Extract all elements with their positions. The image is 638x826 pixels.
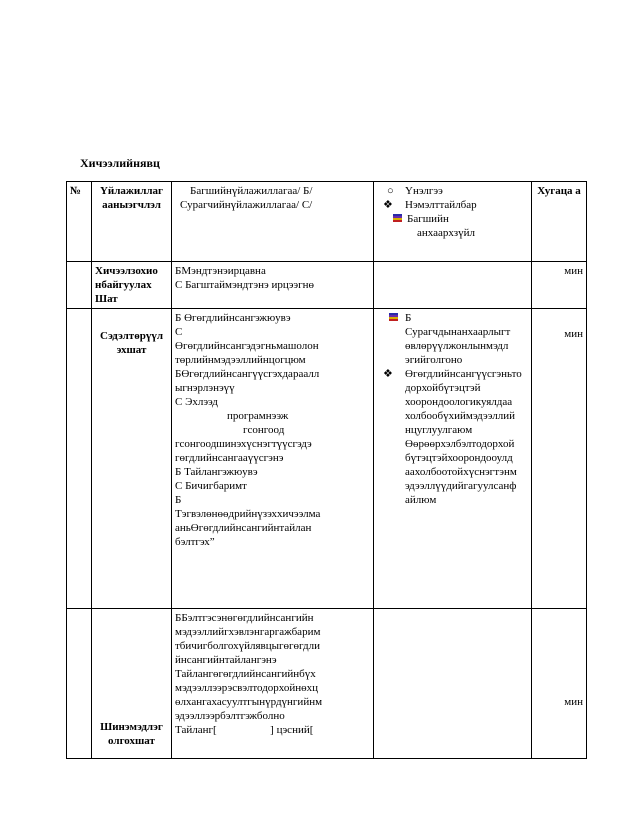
eval-item bbox=[377, 184, 528, 198]
eval-line: айлюм bbox=[405, 494, 437, 506]
eval-item bbox=[377, 311, 528, 367]
teacher-line: Б Тайлангэжюувэ bbox=[175, 466, 258, 478]
teacher-line: БӨгөгдлийнсангүүсгэхдараалл bbox=[175, 368, 320, 380]
teacher-line: гөгдлийнсангааүүсгэнэ bbox=[175, 452, 284, 464]
teacher-line: Б Өгөгдлийнсангэжюувэ bbox=[175, 312, 291, 324]
eval-line: бүтэцтэйхоорондооулд bbox=[405, 452, 513, 464]
eval-line: хоорондоологикуялдаа bbox=[405, 396, 513, 408]
teacher-line: мэдээллээрэсвэлтодорхойнөхц bbox=[175, 682, 319, 694]
row-teacher-actions bbox=[172, 609, 374, 759]
teacher-line: эдээллээрбэлтгэжболно bbox=[175, 710, 285, 722]
eval-line: Сурагчдынанхаарлыгт bbox=[405, 326, 511, 338]
row-num bbox=[67, 262, 92, 309]
teacher-line: Б bbox=[175, 494, 182, 506]
teacher-line: гсонгоод bbox=[243, 424, 285, 436]
table-row bbox=[67, 262, 587, 309]
row-time: мин bbox=[532, 262, 587, 309]
teacher-line-part: Тайланг[ bbox=[175, 724, 217, 736]
teacher-line: С bbox=[175, 326, 183, 338]
table-header-row bbox=[67, 182, 587, 262]
eval-line: Б bbox=[405, 312, 412, 324]
row-eval bbox=[374, 309, 532, 609]
row-time bbox=[532, 609, 587, 759]
header-time: Хугаца а bbox=[532, 182, 587, 262]
circle-bullet-icon: ○ bbox=[387, 185, 394, 197]
eval-line: эгийголгоно bbox=[405, 354, 463, 366]
eval-line: нцуглуулгаюм bbox=[405, 424, 473, 436]
teacher-line: йнсангийнтайлангэнэ bbox=[175, 654, 277, 666]
eval-item bbox=[377, 367, 528, 507]
row-time-label: мин bbox=[564, 328, 583, 340]
teacher-line-part: цэсний[ bbox=[276, 724, 314, 736]
row-teacher-actions bbox=[172, 309, 374, 609]
header-num: № bbox=[67, 182, 92, 262]
diamond-bullet-icon: ❖ bbox=[383, 199, 393, 211]
row-activity bbox=[92, 609, 172, 759]
eval-line: холбообүхиймэдээллий bbox=[405, 410, 516, 422]
teacher-line: бэлтгэх” bbox=[175, 536, 215, 548]
teacher-line: ыгнэрлэнэүү bbox=[175, 382, 235, 394]
teacher-line: тбичигболгохүйлявцыгөгөгдли bbox=[175, 640, 320, 652]
row-num bbox=[67, 609, 92, 759]
eval-line: аахолбоотойхүснэгтэнм bbox=[405, 466, 517, 478]
teacher-line-part: ] bbox=[270, 724, 274, 736]
teacher-line: мэдээллийгхэвлэнгаргажбарим bbox=[175, 626, 321, 638]
eval-line: эдээллүүдийгагуулсанф bbox=[405, 480, 517, 492]
header-teacher: Багшийнүйлажиллагаа/ Б/ bbox=[190, 185, 313, 197]
document-title: Хичээлийнявц bbox=[80, 156, 160, 170]
header-teacher-note-label-2: анхаархзүйл bbox=[417, 227, 475, 239]
table-row bbox=[67, 309, 587, 609]
row-activity: Хичээлзохио нбайгуулах Шат bbox=[92, 262, 172, 309]
teacher-line: Тэгвэлөнөөдрийнүзэххичээлма bbox=[175, 508, 321, 520]
row-teacher-actions bbox=[172, 262, 374, 309]
row-num bbox=[67, 309, 92, 609]
teacher-line: БМэндтэнэирцавна bbox=[175, 265, 266, 277]
eval-line: Өөрөөрхэлбэлтодорхой bbox=[405, 438, 515, 450]
eval-item bbox=[377, 212, 528, 240]
eval-line: өвлөрүүлжонлынмэдл bbox=[405, 340, 509, 352]
teacher-line: програмнээж bbox=[227, 410, 289, 422]
header-eval-label: Үнэлгээ bbox=[405, 185, 443, 197]
teacher-line: ББэлтгэсэнөгөгдлийнсангийн bbox=[175, 612, 314, 624]
diamond-bullet-icon: ❖ bbox=[383, 368, 393, 380]
lesson-plan-table bbox=[66, 181, 587, 759]
header-activity: Үйлажиллаг ааныэгчлэл bbox=[92, 182, 172, 262]
teacher-line: С Багштаймэндтэнэ ирцээгнө bbox=[175, 279, 315, 291]
row-activity-label: Сэдэлтөрүүл эхшат bbox=[99, 330, 164, 356]
row-activity-label: Шинэмэдлэг олгохшат bbox=[100, 721, 163, 747]
header-student: Сурагчийнүйлажиллагаа/ С/ bbox=[180, 199, 313, 211]
teacher-line: өлхангахасуултгынүрдүнгийнм bbox=[175, 696, 323, 708]
teacher-line: гсонгоодшинэхүснэгтүүсгэдэ bbox=[175, 438, 312, 450]
teacher-line: С Эхлээд bbox=[175, 396, 218, 408]
table-row bbox=[67, 609, 587, 759]
teacher-line: С Бичигбаримт bbox=[175, 480, 247, 492]
eval-line: дорхойбүтэцтэй bbox=[405, 382, 481, 394]
teacher-line: төрлийнмэдээллийнцогцюм bbox=[175, 354, 306, 366]
header-teacher-note-label: Багшийн bbox=[407, 213, 449, 225]
header-notes-label: Нэмэлттайлбар bbox=[405, 199, 477, 211]
row-time bbox=[532, 309, 587, 609]
teacher-line bbox=[175, 723, 370, 737]
row-time-label: мин bbox=[564, 696, 583, 708]
teacher-line: Өгөгдлийнсангэдэгньмашолон bbox=[175, 340, 319, 352]
header-eval bbox=[374, 182, 532, 262]
row-activity bbox=[92, 309, 172, 609]
row-eval bbox=[374, 262, 532, 309]
flag-bullet-icon bbox=[393, 214, 402, 224]
teacher-line: аньӨгөгдлийнсангийнтайлан bbox=[175, 522, 312, 534]
flag-bullet-icon bbox=[389, 313, 398, 323]
header-activities bbox=[172, 182, 374, 262]
row-eval bbox=[374, 609, 532, 759]
eval-item bbox=[377, 198, 528, 212]
teacher-line: Тайлангөгөгдлийнсангийнбүх bbox=[175, 668, 316, 680]
eval-line: Өгөгдлийнсангүүсгэньто bbox=[405, 368, 522, 380]
